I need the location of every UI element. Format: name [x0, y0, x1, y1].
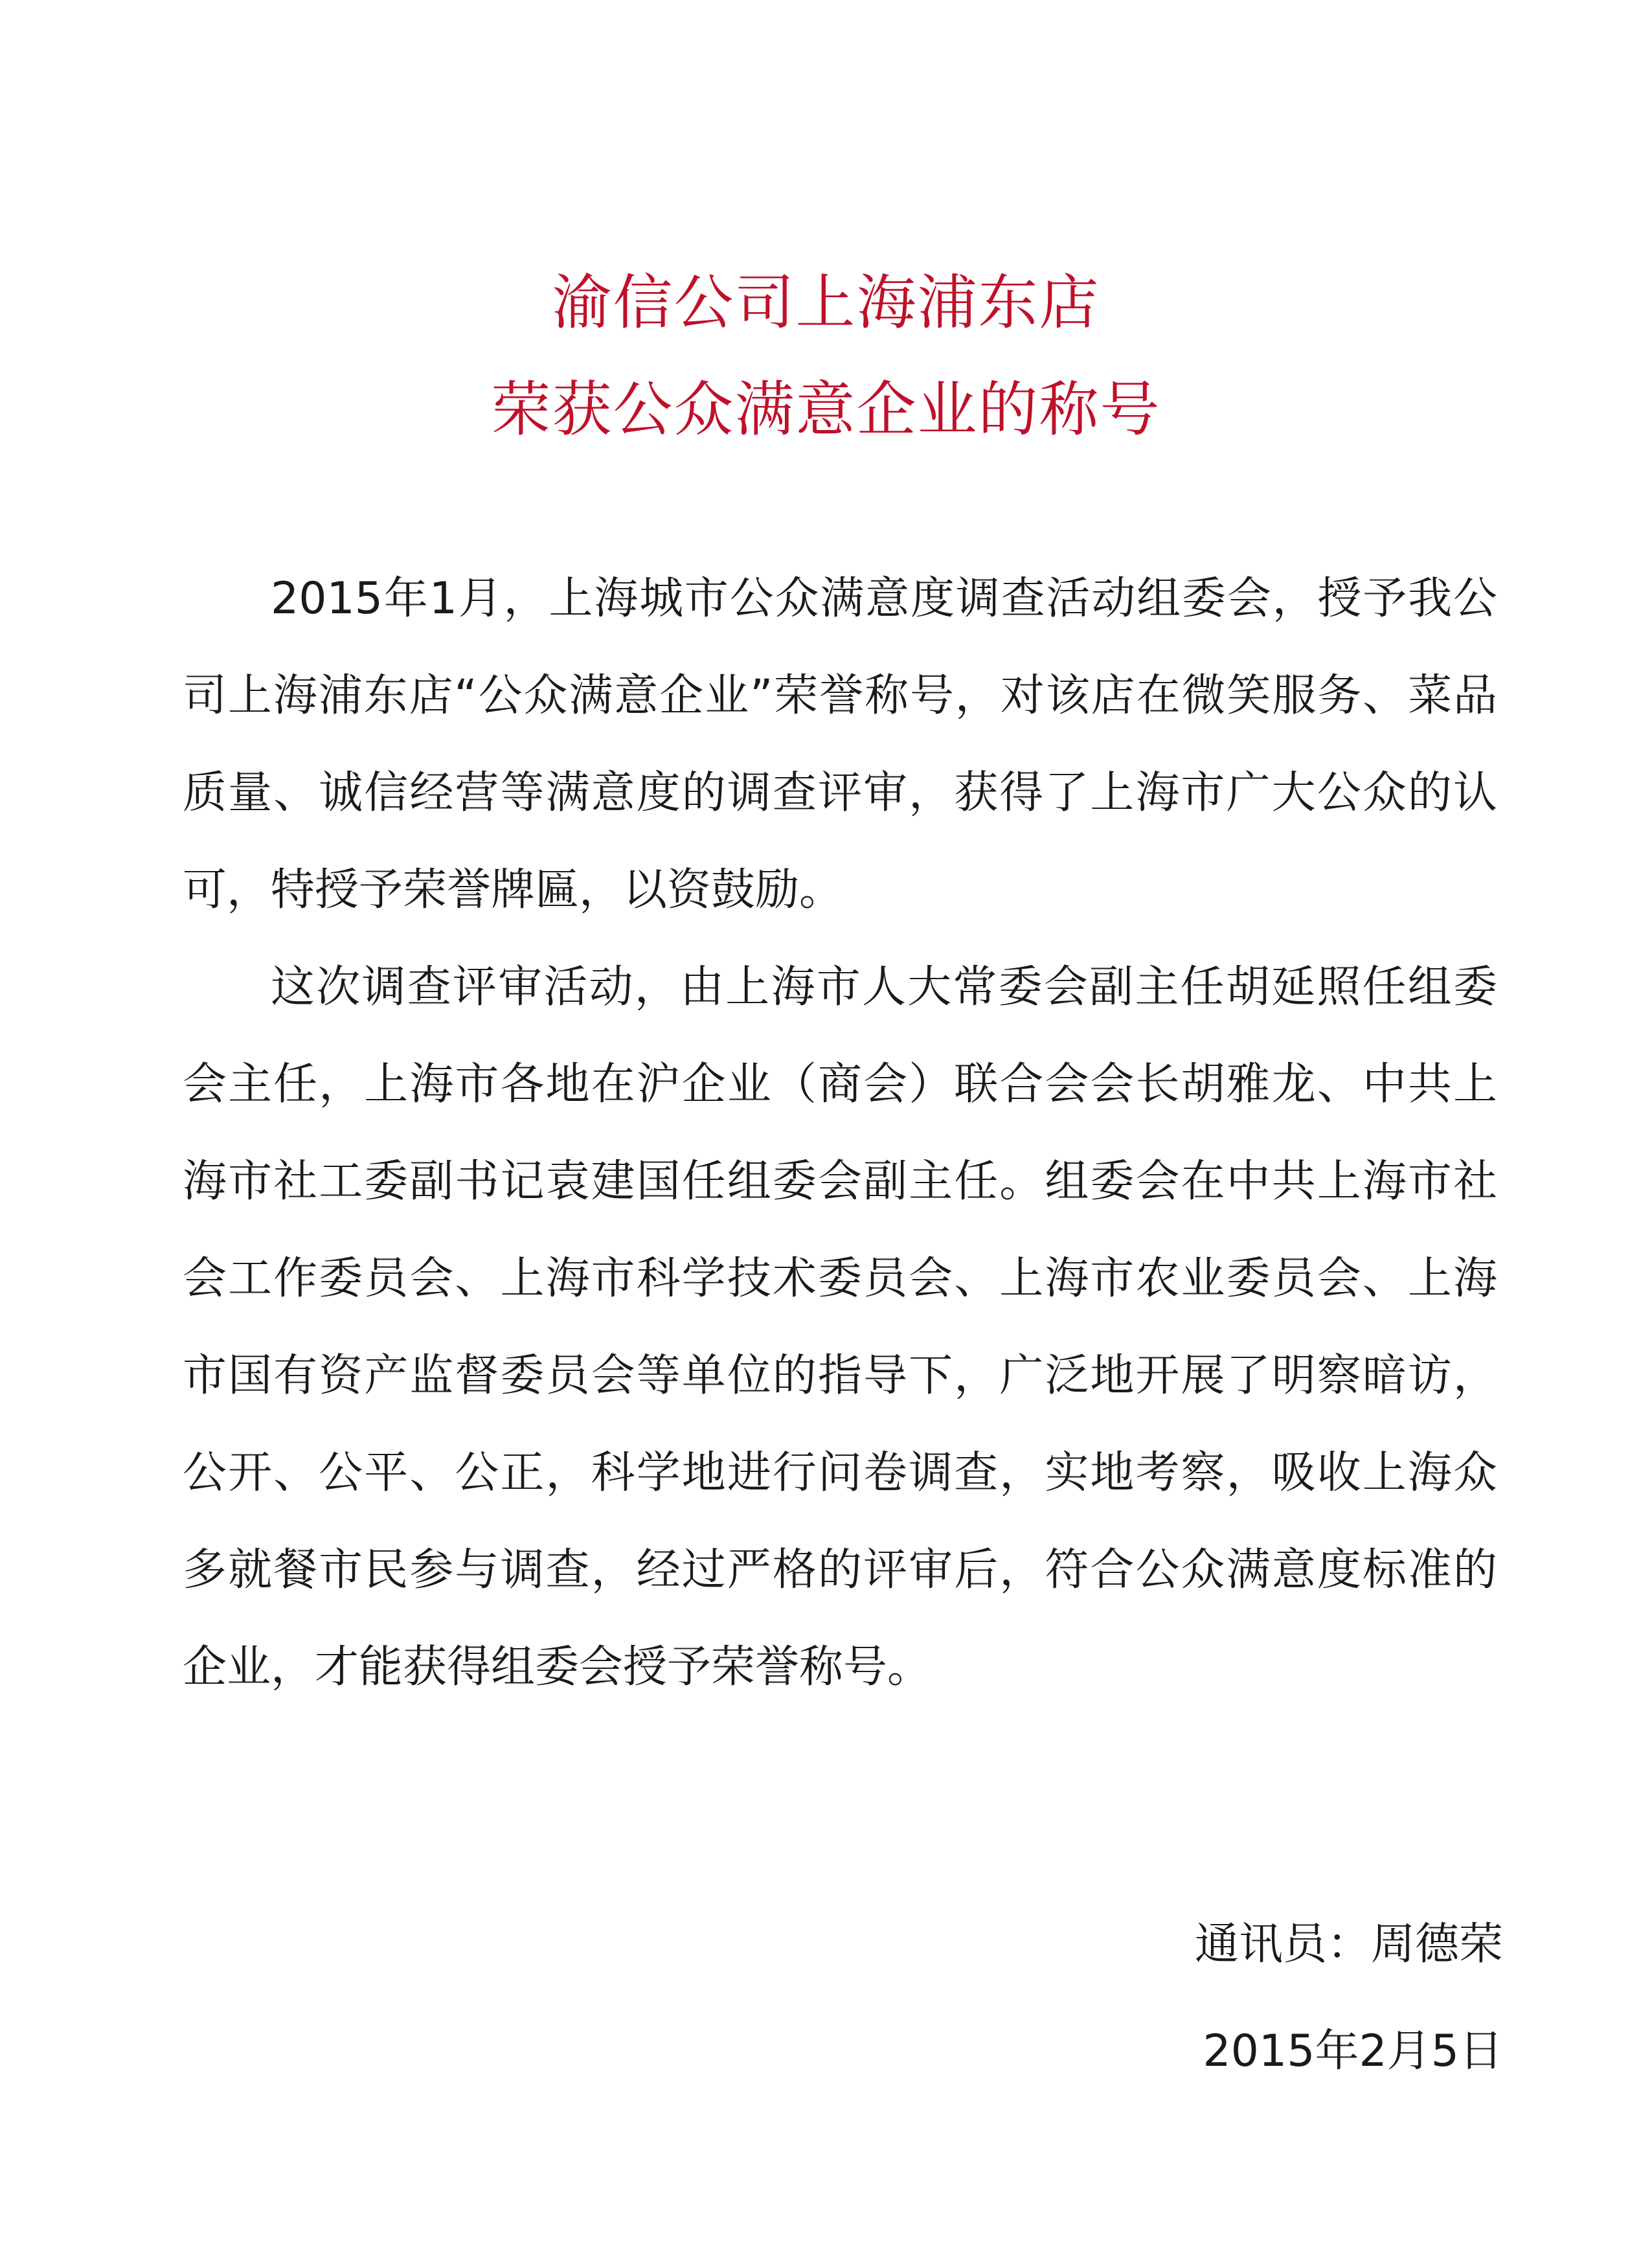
reporter-line: 通讯员：周德荣	[1194, 1919, 1503, 1970]
date-line: 2015年2月5日	[1203, 2026, 1503, 2077]
document-body	[183, 550, 1497, 1716]
signature-block	[1195, 1891, 1503, 2105]
body-paragraph-2: 这次调查评审活动，由上海市人大常委会副主任胡延照任组委会主任，上海市各地在沪企业（商会）联合会会长胡雅龙、中共上海市社工委副书记袁建国任组委会副主任。组委会在中共上海市社会工作委员会、上海市科学技术委员会、上海市农业委员会、上海市国有资产监督委员会等单位的指导下，广泛地开展了明察暗访，公开、公平、公正，科学地进行问卷调查，实地考察，吸收上海众多就餐市民参与调查，经过严格的评审后，符合公众满意度标准的企业，才能获得组委会授予荣誉称号。	[183, 962, 1497, 1693]
document-title	[0, 249, 1652, 463]
body-paragraph-1: 2015年1月，上海城市公众满意度调查活动组委会，授予我公司上海浦东店“公众满意企业”荣誉称号，对该店在微笑服务、菜品质量、诚信经营等满意度的调查评审，获得了上海市广大公众的认可，特授予荣誉牌匾，以资鼓励。	[183, 573, 1497, 916]
title-line-1: 渝信公司上海浦东店	[552, 268, 1100, 337]
title-line-2: 荣获公众满意企业的称号	[491, 375, 1161, 444]
